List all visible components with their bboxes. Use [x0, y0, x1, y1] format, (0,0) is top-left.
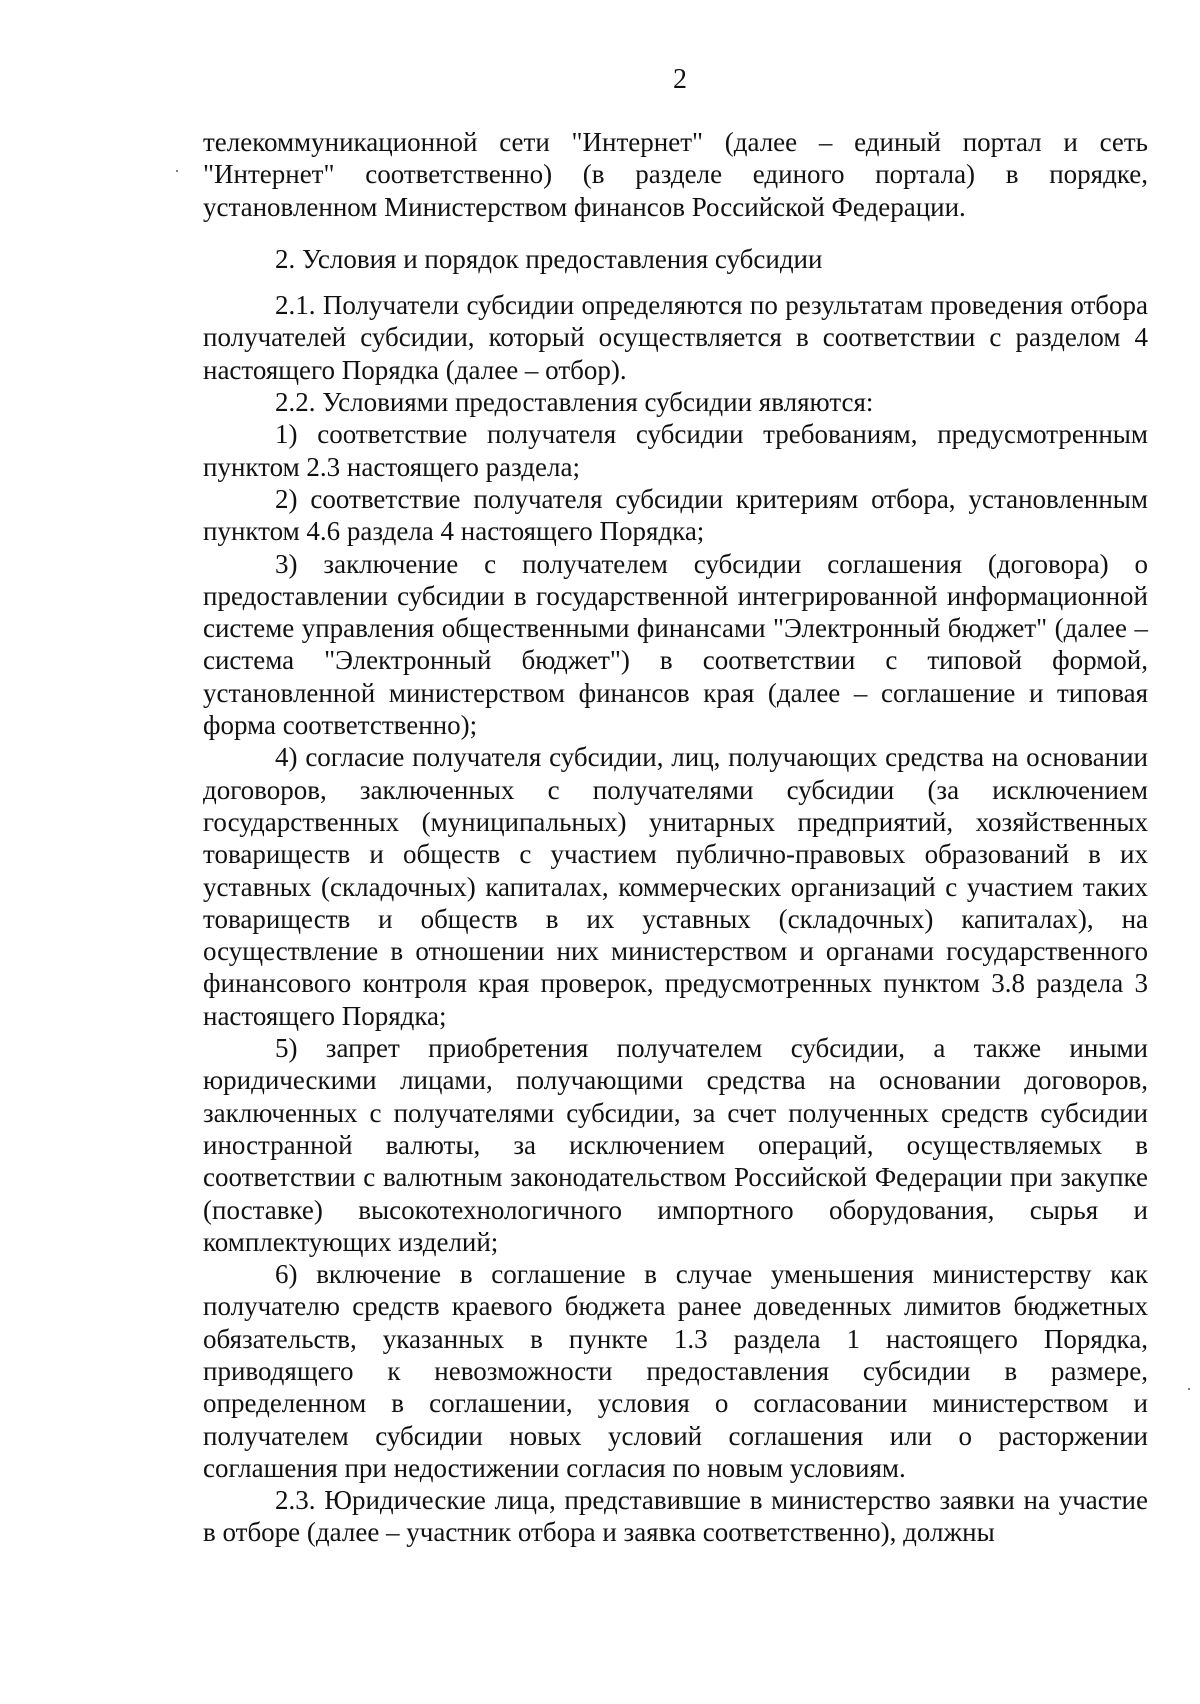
paragraph-2-2: 2.2. Условиями предоставления субсидии являются:: [275, 387, 874, 418]
document-body: [203, 126, 1148, 1549]
list-item-1: 1) соответствие получателя субсидии требованиям, предусмотренным пунктом 2.3 настоящего раздела;: [203, 419, 1148, 482]
list-item-3: 3) заключение с получателем субсидии соглашения (договора) о предоставлении субсидии в государственной интегрированной информационной системе управления общественными финансами "Электронный бюджет" (далее – система "Электронный бюджет") в соответствии с типовой формой, установленной министерством финансов края (далее – соглашение и типовая форма соответственно);: [203, 548, 1148, 741]
scan-speck: [1188, 1388, 1190, 1390]
scan-speck: [176, 170, 178, 172]
list-item-5: 5) запрет приобретения получателем субсидии, а также иными юридическими лицами, получающими средства на основании договоров, заключенных с получателями субсидии, за счет полученных средств субсидии иностранной валюты, за исключением операций, осуществляемых в соответствии с валютным законодательством Российской Федерации при закупке (поставке) высокотехнологичного импортного оборудования, сырья и комплектующих изделий;: [203, 1033, 1148, 1257]
page-number: 2: [673, 64, 687, 95]
paragraph-2-3: 2.3. Юридические лица, представившие в министерство заявки на участие в отборе (далее – участник отбора и заявка соответственно), должны: [203, 1485, 1148, 1548]
paragraph-2-1: 2.1. Получатели субсидии определяются по результатам проведения отбора получателей субсидии, который осуществляется в соответствии с разделом 4 настоящего Порядка (далее – отбор).: [203, 290, 1148, 385]
list-item-4: 4) согласие получателя субсидии, лиц, получающих средства на основании договоров, заключенных с получателями субсидии (за исключением государственных (муниципальных) унитарных предприятий, хозяйственных товариществ и обществ с участием публично-правовых образований в их уставных (складочных) капиталах, коммерческих организаций с участием таких товариществ и обществ в их уставных (складочных) капиталах), на осуществление в отношении них министерством и органами государственного финансового контроля края проверок, предусмотренных пунктом 3.8 раздела 3 настоящего Порядка;: [203, 742, 1148, 1031]
list-item-6: 6) включение в соглашение в случае уменьшения министерству как получателю средств краевого бюджета ранее доведенных лимитов бюджетных обязательств, указанных в пункте 1.3 раздела 1 настоящего Порядка, приводящего к невозможности предоставления субсидии в размере, определенном в соглашении, условия о согласовании министерством и получателем субсидии новых условий соглашения или о расторжении соглашения при недостижении согласия по новым условиям.: [203, 1259, 1148, 1483]
list-item-2: 2) соответствие получателя субсидии критериям отбора, установленным пунктом 4.6 раздела 4 настоящего Порядка;: [203, 483, 1148, 547]
section-heading: 2. Условия и порядок предоставления субсидии: [275, 243, 823, 274]
paragraph-continuation: телекоммуникационной сети "Интернет" (далее – единый портал и сеть "Интернет" соответственно) (в разделе единого портала) в порядке, установленном Министерством финансов Российской Федерации.: [203, 127, 1148, 222]
